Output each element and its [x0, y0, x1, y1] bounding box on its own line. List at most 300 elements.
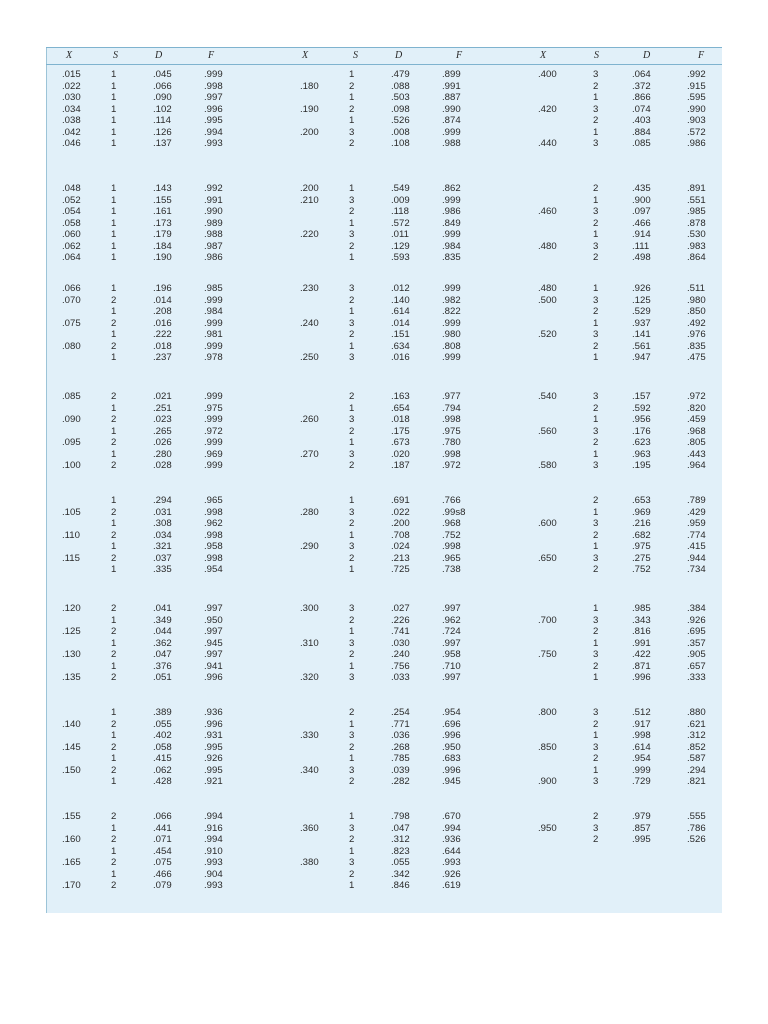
- cell-x: .380: [300, 857, 319, 869]
- cell-s: 1: [349, 217, 355, 229]
- cell-d: .039: [391, 764, 410, 776]
- cell-s: 2: [111, 414, 117, 426]
- cell-d: .030: [391, 637, 410, 649]
- cell-s: 2: [111, 834, 117, 846]
- cell-f: .988: [204, 229, 223, 241]
- table-row: [46, 128, 722, 140]
- cell-d: .020: [391, 448, 410, 460]
- cell-s: 1: [111, 80, 117, 92]
- header-x-2: X: [302, 50, 309, 61]
- cell-x: .200: [300, 183, 319, 194]
- cell-d: .009: [391, 194, 410, 206]
- cell-d: .140: [391, 294, 410, 306]
- cell-s: 1: [111, 206, 117, 218]
- table-row: [46, 307, 722, 319]
- header-s-2: S: [353, 50, 358, 61]
- cell-x: .030: [62, 92, 81, 104]
- table-row: [46, 766, 722, 778]
- cell-s: 1: [111, 564, 117, 576]
- cell-x: .054: [62, 206, 81, 218]
- cell-d: .282: [391, 776, 410, 788]
- table-row: [46, 461, 722, 473]
- cell-s: 1: [349, 811, 355, 822]
- cell-s: 2: [111, 506, 117, 518]
- cell-s: 3: [593, 649, 599, 661]
- cell-f: .555: [687, 811, 706, 822]
- cell-d: .592: [632, 402, 651, 414]
- cell-d: .362: [153, 637, 172, 649]
- cell-s: 1: [349, 183, 355, 194]
- cell-s: 3: [593, 460, 599, 472]
- cell-x: .190: [300, 103, 319, 115]
- cell-f: .984: [204, 306, 223, 318]
- cell-d: .102: [153, 103, 172, 115]
- cell-s: 1: [349, 437, 355, 449]
- cell-x: .540: [538, 391, 557, 402]
- cell-d: .137: [153, 138, 172, 150]
- cell-s: 1: [349, 753, 355, 765]
- cell-s: 1: [111, 614, 117, 626]
- header-f-1: F: [208, 50, 215, 61]
- table-row: [46, 731, 722, 743]
- cell-s: 1: [111, 92, 117, 104]
- cell-s: 2: [593, 340, 599, 352]
- cell-x: .090: [62, 414, 81, 426]
- cell-d: .034: [153, 529, 172, 541]
- cell-d: .308: [153, 518, 172, 530]
- cell-f: .710: [442, 660, 461, 672]
- cell-s: 2: [349, 614, 355, 626]
- cell-f: .999: [204, 317, 223, 329]
- cell-f: .696: [442, 718, 461, 730]
- cell-d: .265: [153, 425, 172, 437]
- cell-f: .903: [687, 115, 706, 127]
- cell-x: .130: [62, 649, 81, 661]
- cell-s: 1: [593, 317, 599, 329]
- cell-d: .725: [391, 564, 410, 576]
- cell-f: .862: [442, 183, 461, 194]
- cell-s: 1: [593, 283, 599, 294]
- cell-s: 1: [111, 194, 117, 206]
- cell-d: .024: [391, 541, 410, 553]
- cell-d: .047: [153, 649, 172, 661]
- table-row: [46, 230, 722, 242]
- cell-x: .240: [300, 317, 319, 329]
- cell-s: 2: [111, 340, 117, 352]
- cell-x: .270: [300, 448, 319, 460]
- cell-x: .165: [62, 857, 81, 869]
- table-row: [46, 627, 722, 639]
- cell-d: .503: [391, 92, 410, 104]
- cell-s: 3: [593, 329, 599, 341]
- cell-d: .349: [153, 614, 172, 626]
- cell-d: .187: [391, 460, 410, 472]
- cell-d: .771: [391, 718, 410, 730]
- table-row: [46, 415, 722, 427]
- cell-f: .774: [687, 529, 706, 541]
- cell-s: 1: [111, 660, 117, 672]
- cell-x: .075: [62, 317, 81, 329]
- cell-s: 2: [349, 868, 355, 880]
- cell-s: 2: [111, 741, 117, 753]
- cell-x: .115: [62, 552, 80, 564]
- cell-f: .333: [687, 672, 706, 684]
- cell-f: .972: [442, 460, 461, 472]
- cell-f: .996: [442, 730, 461, 742]
- header-x-3: X: [540, 50, 547, 61]
- cell-s: 3: [349, 857, 355, 869]
- cell-d: .312: [391, 834, 410, 846]
- cell-d: .979: [632, 811, 651, 822]
- cell-s: 2: [349, 425, 355, 437]
- cell-d: .798: [391, 811, 410, 822]
- cell-s: 1: [349, 92, 355, 104]
- cell-d: .071: [153, 834, 172, 846]
- cell-x: .062: [62, 240, 81, 252]
- cell-s: 1: [111, 730, 117, 742]
- cell-f: .981: [204, 329, 223, 341]
- table-row: [46, 847, 722, 859]
- cell-f: .835: [442, 252, 461, 264]
- cell-x: .042: [62, 126, 81, 138]
- cell-x: .046: [62, 138, 81, 150]
- cell-x: .066: [62, 283, 81, 294]
- cell-d: .066: [153, 811, 172, 822]
- cell-f: .734: [687, 564, 706, 576]
- cell-s: 1: [111, 329, 117, 341]
- cell-d: .126: [153, 126, 172, 138]
- cell-s: 3: [593, 425, 599, 437]
- cell-d: .549: [391, 183, 410, 194]
- table-row: [46, 673, 722, 685]
- cell-d: .011: [391, 229, 409, 241]
- cell-x: .340: [300, 764, 319, 776]
- cell-d: .372: [632, 80, 651, 92]
- cell-f: .997: [442, 672, 461, 684]
- cell-d: .634: [391, 340, 410, 352]
- cell-x: .440: [538, 138, 557, 150]
- cell-x: .290: [300, 541, 319, 553]
- cell-s: 2: [593, 115, 599, 127]
- cell-f: .996: [442, 764, 461, 776]
- table-row: [46, 116, 722, 128]
- cell-s: 2: [111, 764, 117, 776]
- cell-d: .026: [153, 437, 172, 449]
- cell-f: .999: [442, 194, 461, 206]
- cell-x: .048: [62, 183, 81, 194]
- cell-f: .998: [442, 541, 461, 553]
- cell-s: 2: [349, 518, 355, 530]
- cell-x: .095: [62, 437, 81, 449]
- table-row: [46, 616, 722, 628]
- cell-s: 1: [111, 240, 117, 252]
- cell-f: .958: [204, 541, 223, 553]
- cell-f: .850: [687, 306, 706, 318]
- cell-f: .915: [687, 80, 706, 92]
- cell-f: .990: [204, 206, 223, 218]
- cell-s: 1: [593, 126, 599, 138]
- cell-d: .023: [153, 414, 172, 426]
- cell-s: 3: [593, 391, 599, 402]
- cell-d: .155: [153, 194, 172, 206]
- cell-f: .978: [204, 352, 223, 364]
- cell-f: .998: [442, 414, 461, 426]
- cell-d: .785: [391, 753, 410, 765]
- cell-x: .110: [62, 529, 80, 541]
- cell-s: 2: [593, 564, 599, 576]
- cell-f: .982: [442, 294, 461, 306]
- cell-d: .422: [632, 649, 651, 661]
- cell-f: .899: [442, 69, 461, 80]
- cell-s: 3: [349, 541, 355, 553]
- table-row: [46, 342, 722, 354]
- cell-x: .580: [538, 460, 557, 472]
- cell-x: .250: [300, 352, 319, 364]
- cell-x: .170: [62, 880, 81, 892]
- cell-s: 2: [111, 460, 117, 472]
- cell-x: .120: [62, 603, 81, 614]
- cell-x: .480: [538, 283, 557, 294]
- cell-d: .179: [153, 229, 172, 241]
- cell-f: .835: [687, 340, 706, 352]
- cell-x: .230: [300, 283, 319, 294]
- cell-s: 2: [111, 672, 117, 684]
- cell-x: .034: [62, 103, 81, 115]
- cell-d: .143: [153, 183, 172, 194]
- cell-d: .175: [391, 425, 410, 437]
- cell-d: .074: [632, 103, 651, 115]
- cell-s: 1: [111, 822, 117, 834]
- cell-d: .114: [153, 115, 171, 127]
- cell-x: .058: [62, 217, 81, 229]
- cell-s: 1: [111, 707, 117, 718]
- cell-f: .993: [204, 138, 223, 150]
- table-row: [46, 427, 722, 439]
- cell-x: .650: [538, 552, 557, 564]
- cell-x: .210: [300, 194, 319, 206]
- cell-s: 2: [349, 741, 355, 753]
- cell-s: 1: [593, 637, 599, 649]
- cell-d: .022: [391, 506, 410, 518]
- cell-d: .441: [153, 822, 172, 834]
- cell-s: 1: [111, 217, 117, 229]
- cell-d: .975: [632, 541, 651, 553]
- cell-f: .887: [442, 92, 461, 104]
- cell-f: .595: [687, 92, 706, 104]
- cell-s: 2: [111, 718, 117, 730]
- cell-d: .157: [632, 391, 651, 402]
- cell-s: 3: [349, 822, 355, 834]
- table-row: [46, 639, 722, 651]
- cell-d: .956: [632, 414, 651, 426]
- cell-x: .330: [300, 730, 319, 742]
- cell-f: .415: [687, 541, 706, 553]
- cell-f: .786: [687, 822, 706, 834]
- cell-x: .950: [538, 822, 557, 834]
- cell-f: .968: [687, 425, 706, 437]
- cell-f: .999: [442, 126, 461, 138]
- cell-d: .141: [632, 329, 651, 341]
- cell-d: .995: [632, 834, 651, 846]
- cell-s: 1: [593, 672, 599, 684]
- cell-d: .200: [391, 518, 410, 530]
- cell-d: .741: [391, 626, 410, 638]
- cell-f: .986: [687, 138, 706, 150]
- cell-f: .997: [204, 92, 223, 104]
- cell-d: .415: [153, 753, 172, 765]
- cell-f: .986: [442, 206, 461, 218]
- cell-f: .965: [204, 495, 223, 506]
- cell-f: .475: [687, 352, 706, 364]
- cell-f: .312: [687, 730, 706, 742]
- cell-d: .963: [632, 448, 651, 460]
- table-row: [46, 284, 722, 296]
- cell-d: .708: [391, 529, 410, 541]
- cell-f: .989: [204, 217, 223, 229]
- header-s-3: S: [594, 50, 599, 61]
- cell-d: .008: [391, 126, 410, 138]
- table-header: [46, 48, 722, 65]
- cell-s: 2: [111, 317, 117, 329]
- cell-f: .993: [204, 880, 223, 892]
- cell-f: .992: [204, 183, 223, 194]
- cell-d: .729: [632, 776, 651, 788]
- cell-d: .653: [632, 495, 651, 506]
- cell-f: .683: [442, 753, 461, 765]
- cell-s: 3: [593, 822, 599, 834]
- cell-d: .018: [391, 414, 410, 426]
- cell-d: .118: [391, 206, 409, 218]
- cell-f: .991: [204, 194, 223, 206]
- cell-x: .500: [538, 294, 557, 306]
- cell-f: .999: [204, 69, 223, 80]
- cell-s: 1: [111, 138, 117, 150]
- cell-x: .300: [300, 603, 319, 614]
- table-row: [46, 296, 722, 308]
- cell-f: .905: [687, 649, 706, 661]
- cell-d: .954: [632, 753, 651, 765]
- cell-f: .530: [687, 229, 706, 241]
- table-row: [46, 70, 722, 82]
- cell-s: 2: [349, 834, 355, 846]
- cell-d: .254: [391, 707, 410, 718]
- cell-d: .389: [153, 707, 172, 718]
- cell-d: .031: [153, 506, 172, 518]
- cell-x: .560: [538, 425, 557, 437]
- cell-s: 2: [593, 306, 599, 318]
- cell-x: .100: [62, 460, 81, 472]
- cell-f: .972: [204, 425, 223, 437]
- cell-s: 1: [111, 126, 117, 138]
- cell-s: 2: [111, 603, 117, 614]
- cell-s: 3: [349, 730, 355, 742]
- cell-x: .015: [62, 69, 81, 80]
- cell-d: .937: [632, 317, 651, 329]
- cell-f: .511: [687, 283, 705, 294]
- cell-s: 2: [111, 552, 117, 564]
- cell-f: .995: [204, 741, 223, 753]
- cell-f: .926: [442, 868, 461, 880]
- cell-s: 2: [349, 329, 355, 341]
- cell-x: .600: [538, 518, 557, 530]
- cell-s: 1: [111, 283, 117, 294]
- cell-x: .900: [538, 776, 557, 788]
- cell-f: .789: [687, 495, 706, 506]
- cell-f: .980: [442, 329, 461, 341]
- cell-s: 2: [349, 103, 355, 115]
- cell-f: .954: [204, 564, 223, 576]
- cell-f: .864: [687, 252, 706, 264]
- cell-d: .066: [153, 80, 172, 92]
- cell-f: .959: [687, 518, 706, 530]
- cell-s: 2: [593, 718, 599, 730]
- cell-d: .028: [153, 460, 172, 472]
- cell-f: .999: [204, 460, 223, 472]
- cell-d: .016: [153, 317, 172, 329]
- cell-f: .880: [687, 707, 706, 718]
- cell-f: .874: [442, 115, 461, 127]
- table-row: [46, 662, 722, 674]
- table-row: [46, 777, 722, 789]
- cell-f: .999: [204, 437, 223, 449]
- cell-x: .105: [62, 506, 81, 518]
- cell-f: .997: [204, 626, 223, 638]
- cell-f: .950: [442, 741, 461, 753]
- cell-f: .998: [442, 448, 461, 460]
- cell-f: .998: [204, 506, 223, 518]
- cell-f: .926: [687, 614, 706, 626]
- cell-d: .014: [153, 294, 172, 306]
- cell-x: .310: [300, 637, 319, 649]
- cell-s: 1: [111, 425, 117, 437]
- cell-s: 2: [593, 660, 599, 672]
- cell-f: .916: [204, 822, 223, 834]
- cell-f: .977: [442, 391, 461, 402]
- cell-f: .852: [687, 741, 706, 753]
- cell-x: .400: [538, 69, 557, 80]
- cell-x: .180: [300, 80, 319, 92]
- cell-s: 1: [349, 660, 355, 672]
- cell-s: 1: [593, 352, 599, 364]
- cell-f: .954: [442, 707, 461, 718]
- cell-d: .343: [632, 614, 651, 626]
- cell-d: .275: [632, 552, 651, 564]
- cell-f: .993: [442, 857, 461, 869]
- cell-d: .027: [391, 603, 410, 614]
- cell-x: .850: [538, 741, 557, 753]
- cell-x: .022: [62, 80, 81, 92]
- cell-f: .492: [687, 317, 706, 329]
- cell-s: 1: [111, 518, 117, 530]
- cell-f: .805: [687, 437, 706, 449]
- cell-f: .999: [204, 294, 223, 306]
- cell-f: .995: [204, 115, 223, 127]
- cell-s: 1: [111, 306, 117, 318]
- cell-s: 1: [349, 115, 355, 127]
- cell-d: .871: [632, 660, 651, 672]
- cell-d: .654: [391, 402, 410, 414]
- cell-f: .551: [687, 194, 706, 206]
- cell-f: .987: [204, 240, 223, 252]
- cell-d: .572: [391, 217, 410, 229]
- cell-x: .750: [538, 649, 557, 661]
- table-row: [46, 565, 722, 577]
- cell-d: .090: [153, 92, 172, 104]
- cell-f: .991: [442, 80, 461, 92]
- cell-d: .151: [391, 329, 410, 341]
- cell-s: 1: [593, 194, 599, 206]
- cell-f: .996: [204, 718, 223, 730]
